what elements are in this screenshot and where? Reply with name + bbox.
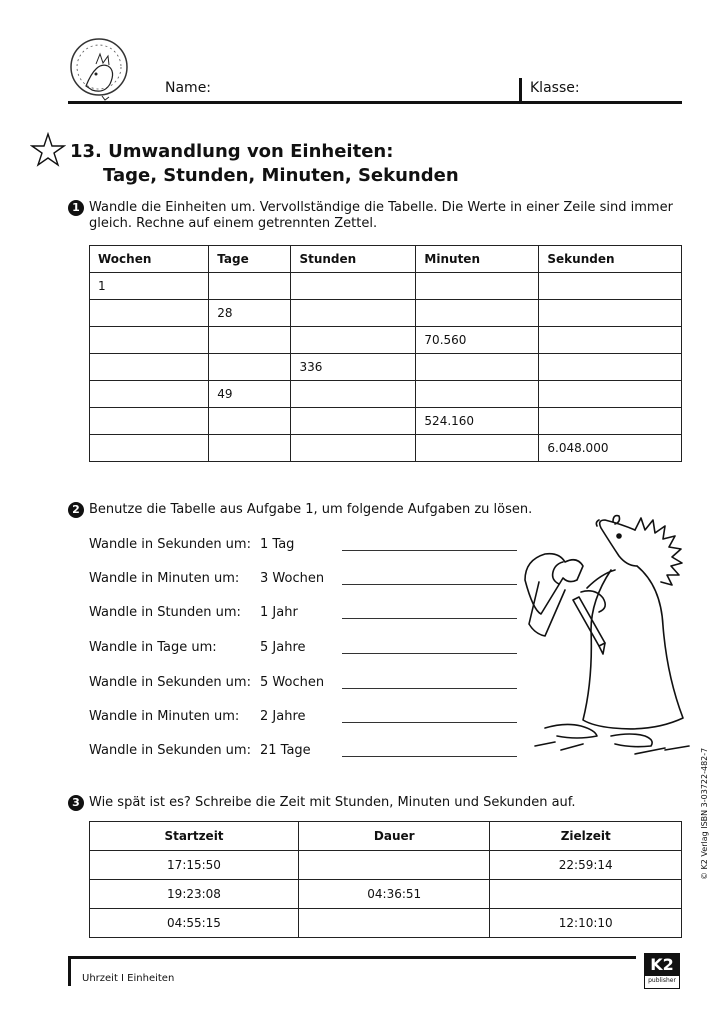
table-cell[interactable] xyxy=(291,327,416,354)
table-cell[interactable] xyxy=(490,880,682,909)
conversion-value: 3 Wochen xyxy=(260,571,325,586)
table-cell[interactable] xyxy=(539,273,682,300)
conversion-value: 21 Tage xyxy=(260,743,311,758)
conversion-value: 1 Jahr xyxy=(260,605,298,620)
conversion-value: 1 Tag xyxy=(260,537,295,552)
name-label: Name: xyxy=(165,80,212,96)
table-cell[interactable] xyxy=(90,327,209,354)
k2-logo-text: K2 xyxy=(645,954,679,976)
conversion-label: Wandle in Sekunden um: xyxy=(89,675,251,690)
table-cell[interactable] xyxy=(209,273,291,300)
table-cell[interactable] xyxy=(539,354,682,381)
task-3-number: 3 xyxy=(68,795,84,811)
k2-publisher-logo xyxy=(644,953,680,989)
answer-line[interactable] xyxy=(342,722,517,723)
conversion-label: Wandle in Minuten um: xyxy=(89,571,240,586)
table-cell[interactable]: 336 xyxy=(291,354,416,381)
table-row xyxy=(90,300,682,327)
table-cell[interactable] xyxy=(291,381,416,408)
table-cell[interactable] xyxy=(90,408,209,435)
task-1-instruction: Wandle die Einheiten um. Vervollständige die Tabelle. Die Werte in einer Zeile sind immer gleich. Rechne auf einem getrennten Zettel. xyxy=(89,200,673,231)
time-table xyxy=(89,821,682,938)
column-header: Startzeit xyxy=(90,822,299,851)
table-row xyxy=(90,327,682,354)
page-title xyxy=(70,140,459,188)
table-cell[interactable] xyxy=(291,435,416,462)
conversion-label: Wandle in Stunden um: xyxy=(89,605,241,620)
table-cell[interactable]: 6.048.000 xyxy=(539,435,682,462)
answer-line[interactable] xyxy=(342,653,517,654)
table-cell[interactable]: 70.560 xyxy=(416,327,539,354)
table-row xyxy=(90,354,682,381)
column-header: Minuten xyxy=(416,246,539,273)
conversion-item xyxy=(89,743,529,761)
conversion-value: 2 Jahre xyxy=(260,709,306,724)
table-cell[interactable] xyxy=(291,273,416,300)
answer-line[interactable] xyxy=(342,550,517,551)
column-header: Dauer xyxy=(299,822,490,851)
title-line-2: Tage, Stunden, Minuten, Sekunden xyxy=(103,165,459,186)
table-cell[interactable] xyxy=(299,909,490,938)
task-2-number: 2 xyxy=(68,502,84,518)
column-header: Zielzeit xyxy=(490,822,682,851)
table-cell[interactable]: 22:59:14 xyxy=(490,851,682,880)
table-cell[interactable] xyxy=(90,300,209,327)
table-cell[interactable] xyxy=(291,408,416,435)
units-table xyxy=(89,245,682,462)
table-cell[interactable] xyxy=(291,300,416,327)
table-cell[interactable] xyxy=(416,381,539,408)
table-row xyxy=(90,909,682,938)
footer-rule xyxy=(68,956,636,959)
footer-text: Uhrzeit I Einheiten xyxy=(82,973,175,984)
conversion-label: Wandle in Sekunden um: xyxy=(89,743,251,758)
table-row xyxy=(90,435,682,462)
column-header: Wochen xyxy=(90,246,209,273)
footer-bar xyxy=(68,958,71,986)
conversion-label: Wandle in Tage um: xyxy=(89,640,217,655)
table-row xyxy=(90,851,682,880)
conversion-item xyxy=(89,675,529,693)
conversion-item xyxy=(89,709,529,727)
answer-line[interactable] xyxy=(342,618,517,619)
task-1-number: 1 xyxy=(68,200,84,216)
k2-logo-sub: publisher xyxy=(648,977,676,984)
column-header: Tage xyxy=(209,246,291,273)
table-row xyxy=(90,381,682,408)
hedgehog-illustration xyxy=(515,510,695,760)
table-cell[interactable] xyxy=(539,381,682,408)
table-cell[interactable] xyxy=(416,354,539,381)
task-3-instruction: Wie spät ist es? Schreibe die Zeit mit Stunden, Minuten und Sekunden auf. xyxy=(89,795,576,810)
table-cell[interactable] xyxy=(539,408,682,435)
table-cell[interactable] xyxy=(299,851,490,880)
table-cell[interactable] xyxy=(209,435,291,462)
table-cell[interactable] xyxy=(90,435,209,462)
table-cell[interactable] xyxy=(416,300,539,327)
table-cell[interactable]: 04:55:15 xyxy=(90,909,299,938)
task-2-instruction: Benutze die Tabelle aus Aufgabe 1, um folgende Aufgaben zu lösen. xyxy=(89,502,533,517)
conversion-item xyxy=(89,571,529,589)
conversion-label: Wandle in Minuten um: xyxy=(89,709,240,724)
table-cell[interactable] xyxy=(90,381,209,408)
table-cell[interactable] xyxy=(209,327,291,354)
table-cell[interactable] xyxy=(416,435,539,462)
table-cell[interactable] xyxy=(90,354,209,381)
table-cell[interactable] xyxy=(539,300,682,327)
conversion-item xyxy=(89,605,529,623)
conversion-value: 5 Jahre xyxy=(260,640,306,655)
table-cell[interactable]: 28 xyxy=(209,300,291,327)
conversion-item xyxy=(89,640,529,658)
table-cell[interactable]: 49 xyxy=(209,381,291,408)
table-cell[interactable]: 17:15:50 xyxy=(90,851,299,880)
table-cell[interactable] xyxy=(539,327,682,354)
title-line-1: 13. Umwandlung von Einheiten: xyxy=(70,141,394,162)
table-row xyxy=(90,408,682,435)
answer-line[interactable] xyxy=(342,756,517,757)
table-cell[interactable]: 04:36:51 xyxy=(299,880,490,909)
conversion-label: Wandle in Sekunden um: xyxy=(89,537,251,552)
time-table-header xyxy=(90,822,682,851)
column-header: Sekunden xyxy=(539,246,682,273)
copyright-text: © K2 Verlag ISBN 3-03722-482-7 xyxy=(700,747,709,880)
answer-line[interactable] xyxy=(342,688,517,689)
conversion-value: 5 Wochen xyxy=(260,675,325,690)
table-row xyxy=(90,273,682,300)
answer-line[interactable] xyxy=(342,584,517,585)
table-cell[interactable] xyxy=(209,408,291,435)
units-table-header xyxy=(90,246,682,273)
clock-mascot-logo xyxy=(66,36,136,102)
column-header: Stunden xyxy=(291,246,416,273)
table-row xyxy=(90,880,682,909)
table-cell[interactable] xyxy=(209,354,291,381)
table-cell[interactable]: 19:23:08 xyxy=(90,880,299,909)
table-cell[interactable]: 1 xyxy=(90,273,209,300)
table-cell[interactable]: 524.160 xyxy=(416,408,539,435)
table-cell[interactable] xyxy=(416,273,539,300)
table-cell[interactable]: 12:10:10 xyxy=(490,909,682,938)
header-rule xyxy=(68,101,682,104)
conversion-item xyxy=(89,537,529,555)
klasse-label: Klasse: xyxy=(530,80,580,96)
star-icon xyxy=(30,132,66,168)
